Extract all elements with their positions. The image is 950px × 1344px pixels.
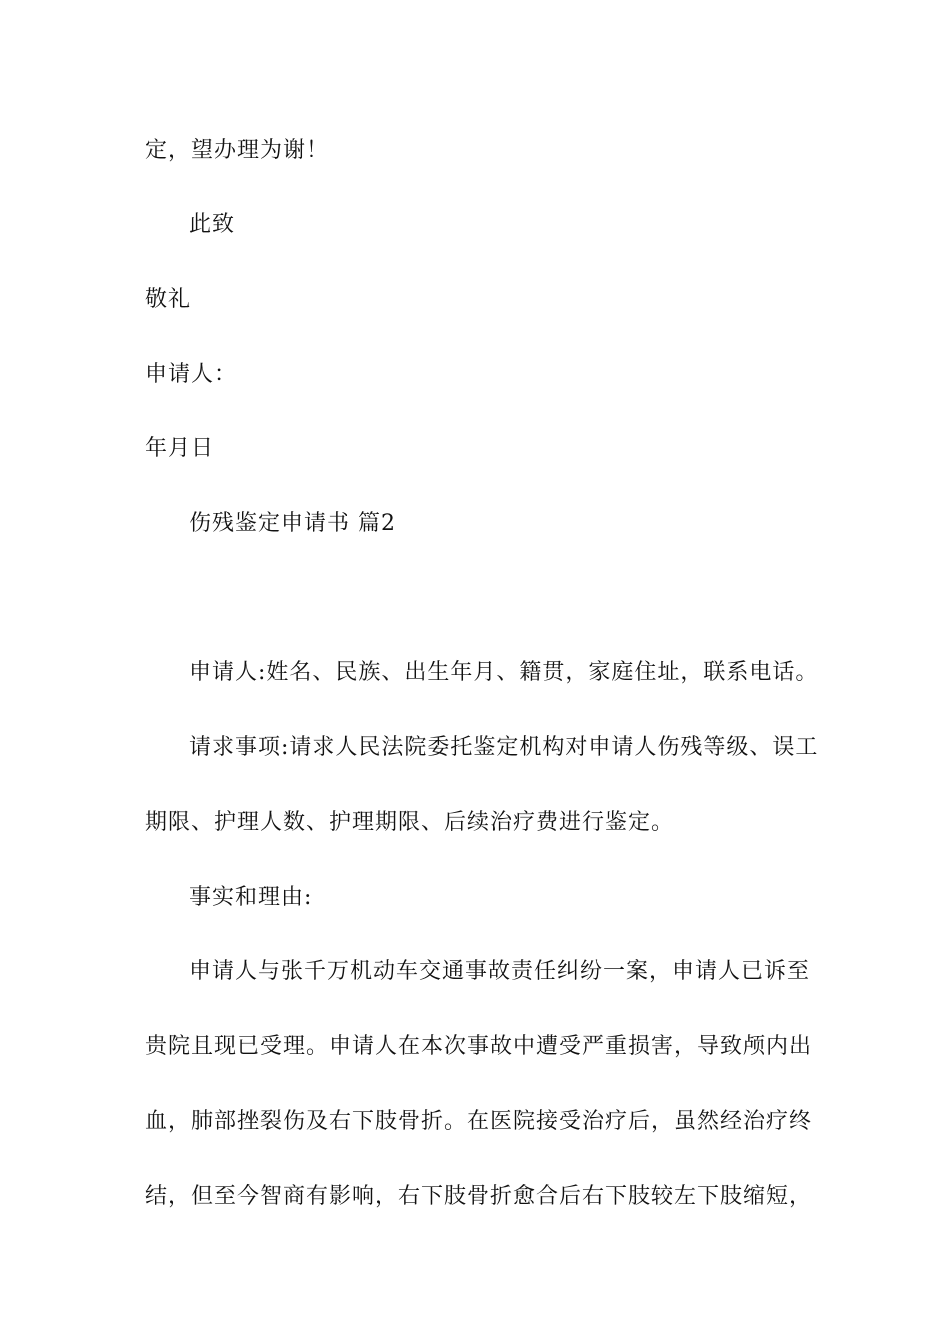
applicant-info-line: 申请人:姓名、民族、出生年月、籍贯，家庭住址，联系电话。: [189, 660, 819, 685]
salutation-respect-line: 敬礼: [145, 287, 192, 312]
date-line: 年月日: [145, 436, 215, 461]
applicant-signature-line: 申请人：: [145, 362, 238, 387]
facts-line-3: 血，肺部挫裂伤及右下肢骨折。在医院接受治疗后，虽然经治疗终: [145, 1109, 813, 1134]
request-line-2: 期限、护理人数、护理期限、后续治疗费进行鉴定。: [145, 810, 675, 835]
facts-heading: 事实和理由:: [189, 885, 313, 910]
facts-line-4: 结，但至今智商有影响，右下肢骨折愈合后右下肢较左下肢缩短，: [145, 1184, 813, 1209]
facts-line-1: 申请人与张千万机动车交通事故责任纠纷一案，申请人已诉至: [189, 959, 811, 984]
paragraph-line-closing-request: 定，望办理为谢！: [145, 138, 330, 163]
request-line-1: 请求事项:请求人民法院委托鉴定机构对申请人伤残等级、误工: [189, 735, 819, 760]
section-title: 伤残鉴定申请书 篇2: [189, 511, 396, 536]
facts-line-2: 贵院且现已受理。申请人在本次事故中遭受严重损害，导致颅内出: [145, 1034, 813, 1059]
salutation-line: 此致: [189, 212, 236, 237]
